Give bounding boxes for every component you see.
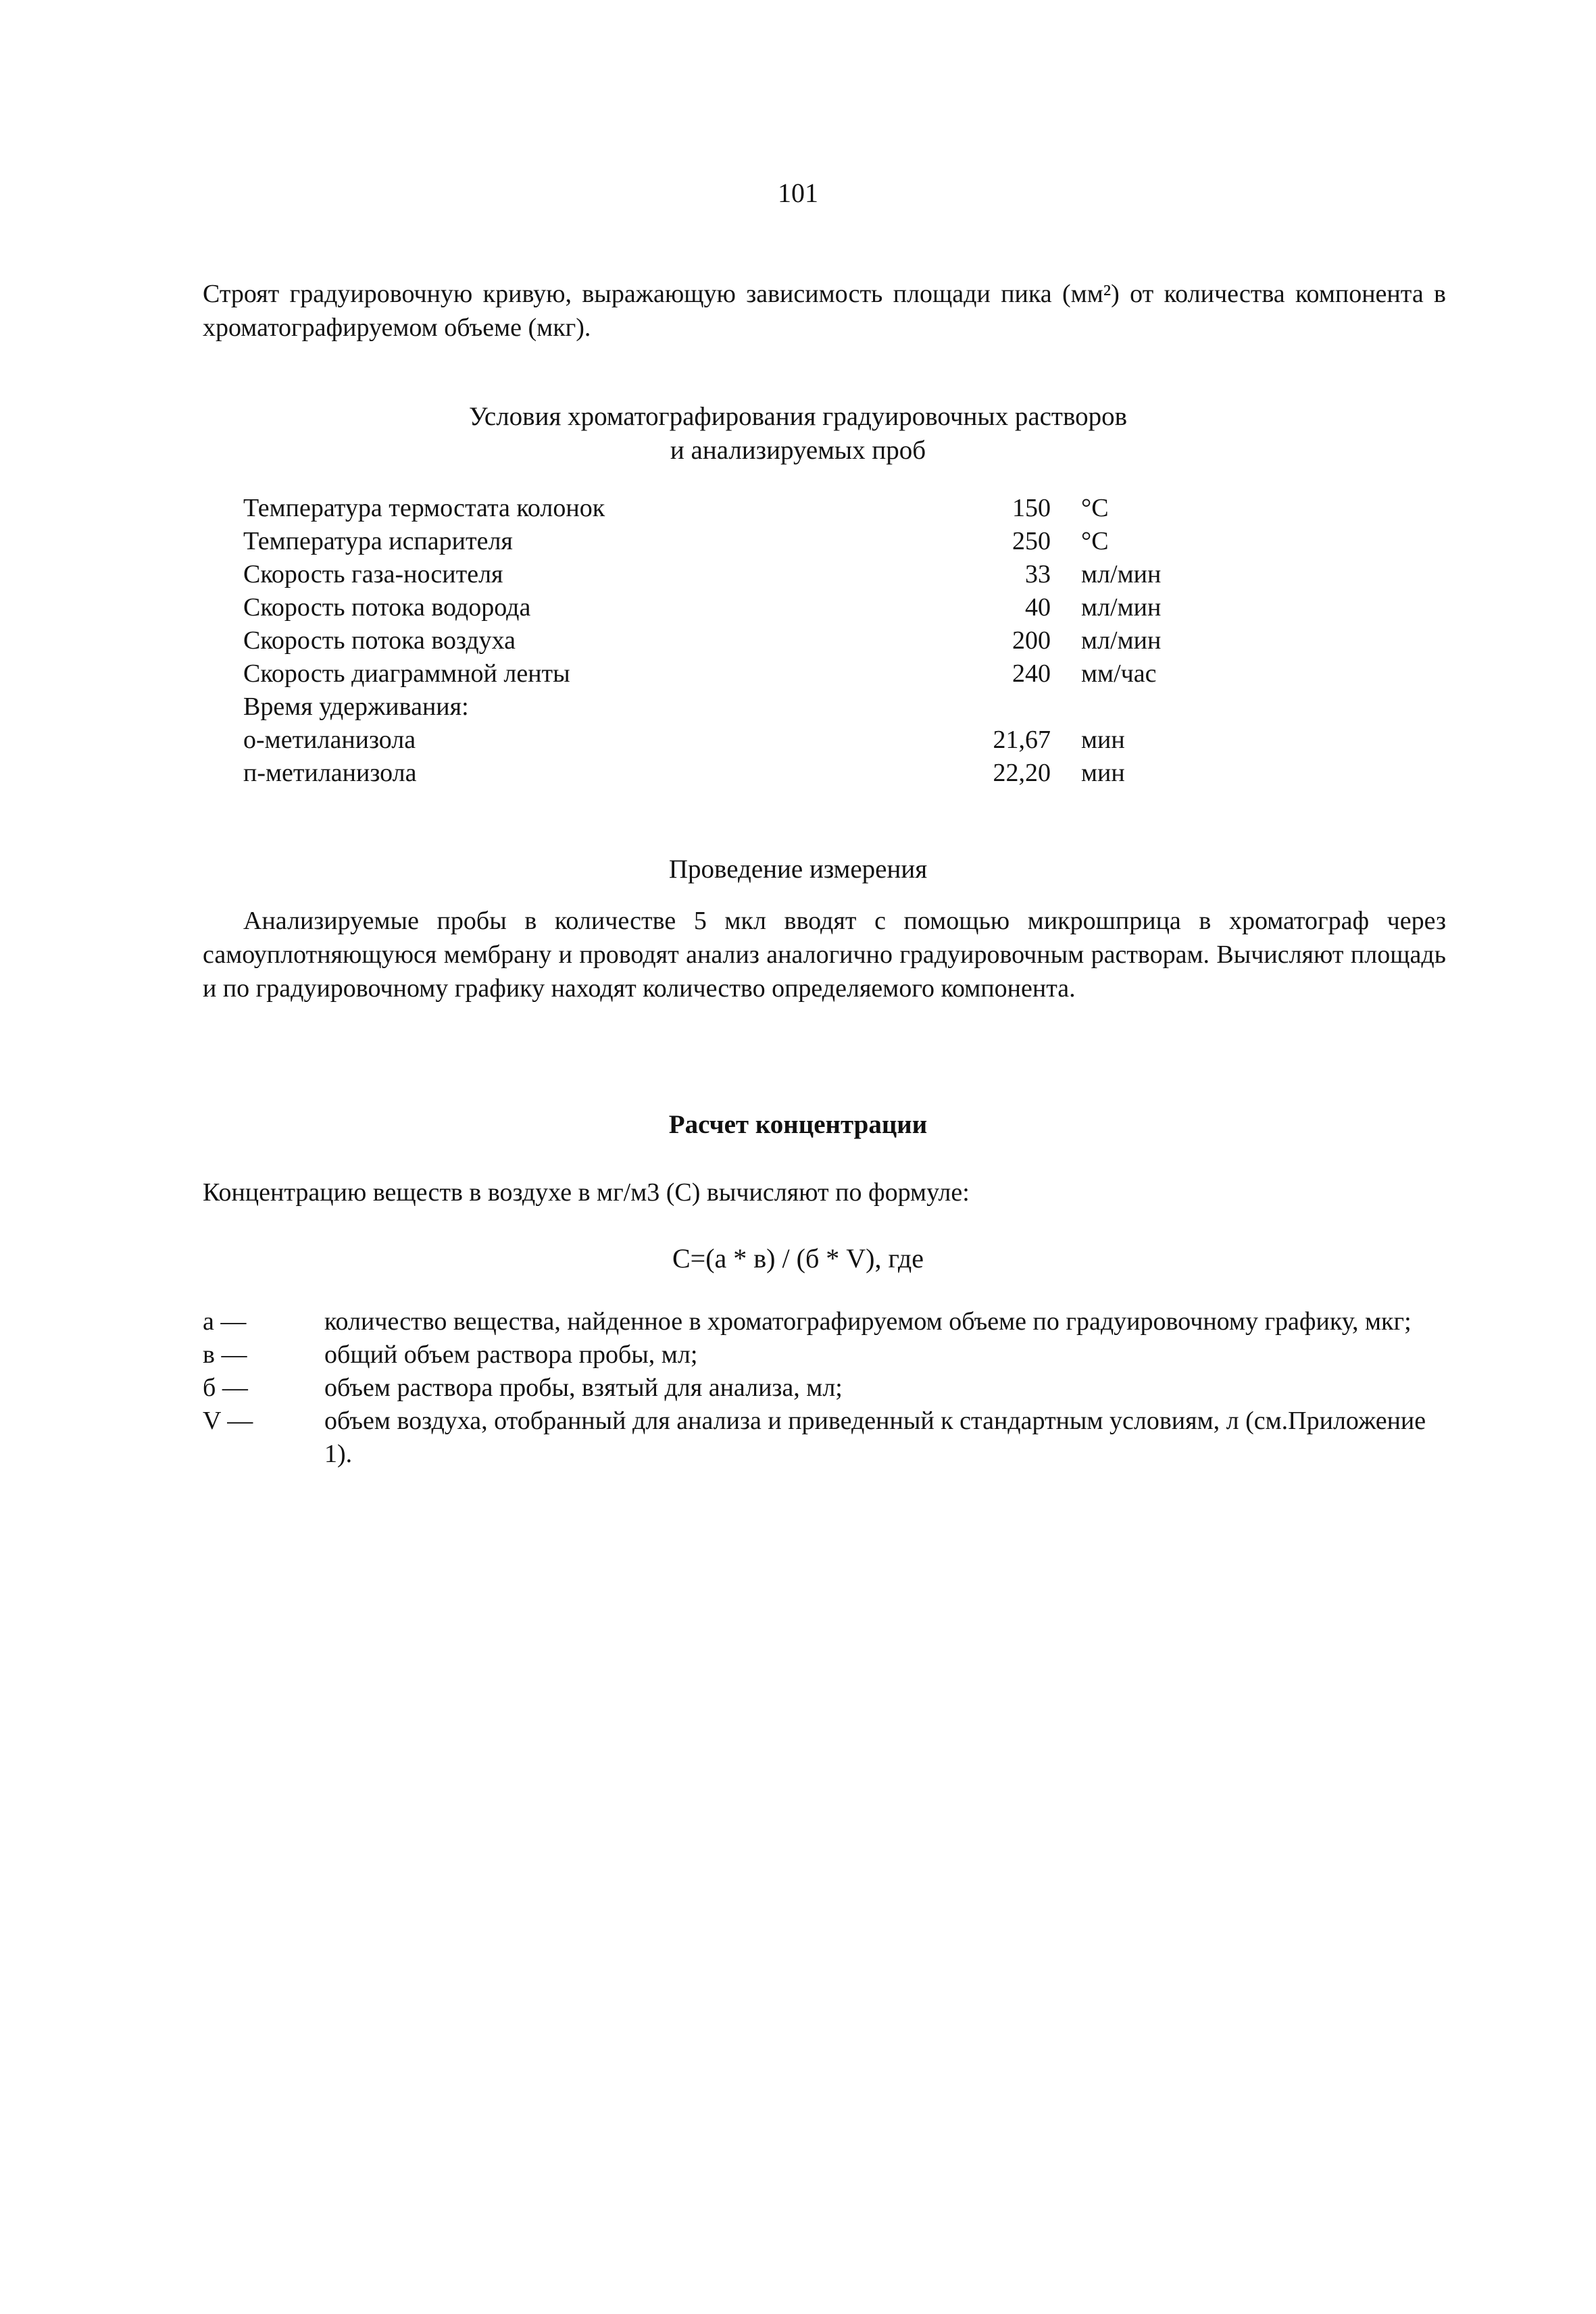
condition-value: 33 <box>1025 560 1051 588</box>
concentration-formula: С=(а * в) / (б * V), где <box>672 1243 924 1274</box>
condition-row <box>243 657 1203 690</box>
measurement-heading: Проведение измерения <box>668 855 928 884</box>
condition-unit: °С <box>1081 527 1109 555</box>
definition-text: общий объем раствора пробы, мл; <box>324 1340 698 1369</box>
condition-unit: °С <box>1081 494 1109 522</box>
definition-symbol: а — <box>203 1307 247 1336</box>
condition-value: 150 <box>1012 494 1051 522</box>
conditions-heading-line-1: Условия хроматографирования градуировочных растворов <box>468 402 1128 431</box>
condition-label: Скорость потока воздуха <box>243 626 516 655</box>
condition-unit: мм/час <box>1081 659 1157 688</box>
definition-item <box>203 1338 1446 1372</box>
condition-value: 22,20 <box>993 759 1051 787</box>
page-number: 101 <box>778 178 818 208</box>
definition-symbol: б — <box>203 1374 248 1402</box>
condition-unit: мин <box>1081 759 1125 787</box>
condition-value: 250 <box>1012 527 1051 555</box>
condition-value: 21,67 <box>993 726 1051 754</box>
intro-paragraph: Строят градуировочную кривую, выражающую зависимость площади пика (мм²) от количества компонента в хроматографируемом объеме (мкг). <box>203 280 1446 342</box>
definition-item <box>203 1405 1446 1471</box>
condition-label: Скорость диаграммной ленты <box>243 659 570 688</box>
condition-value: 40 <box>1025 593 1051 622</box>
condition-label: п-метиланизола <box>243 759 417 787</box>
condition-label: Температура термостата колонок <box>243 494 605 522</box>
definition-item <box>203 1372 1446 1405</box>
condition-row <box>243 624 1203 657</box>
definition-text: количество вещества, найденное в хроматографируемом объеме по градуировочному графику, мкг; <box>324 1307 1412 1336</box>
condition-row <box>243 690 1203 724</box>
variable-definitions <box>203 1305 1446 1471</box>
condition-label: Скорость газа-носителя <box>243 560 503 588</box>
definition-symbol: V — <box>203 1407 253 1435</box>
condition-label: Температура испарителя <box>243 527 513 555</box>
condition-row <box>243 591 1203 624</box>
conditions-heading <box>0 400 1596 468</box>
condition-unit: мл/мин <box>1081 593 1162 622</box>
calculation-heading: Расчет концентрации <box>668 1110 928 1139</box>
conditions-heading-line-2: и анализируемых проб <box>670 436 926 465</box>
definition-item <box>203 1305 1446 1338</box>
condition-row <box>243 525 1203 558</box>
condition-label: о-метиланизола <box>243 726 416 754</box>
measurement-text: Анализируемые пробы в количестве 5 мкл вводят с помощью микрошприца в хроматограф через самоуплотняющуюся мембрану и проводят анализ аналогично градуировочным растворам. Вычисляют площадь и по градуировочному графику находят количество определяемого компонента. <box>203 907 1446 1003</box>
condition-row <box>243 757 1203 790</box>
definition-text: объем раствора пробы, взятый для анализа, мл; <box>324 1374 843 1402</box>
condition-row <box>243 724 1203 757</box>
condition-value: 200 <box>1012 626 1051 655</box>
condition-unit: мл/мин <box>1081 626 1162 655</box>
condition-label: Время удерживания: <box>243 693 469 721</box>
definition-text: объем воздуха, отобранный для анализа и приведенный к стандартным условиям, л (см.Приложение 1). <box>324 1407 1426 1468</box>
condition-unit: мл/мин <box>1081 560 1162 588</box>
formula-intro: Концентрацию веществ в воздухе в мг/м3 (С) вычисляют по формуле: <box>203 1178 970 1207</box>
condition-row <box>243 558 1203 591</box>
condition-row <box>243 492 1203 525</box>
condition-value: 240 <box>1012 659 1051 688</box>
conditions-table <box>243 492 1203 790</box>
definition-symbol: в — <box>203 1340 247 1369</box>
condition-unit: мин <box>1081 726 1125 754</box>
measurement-paragraph <box>203 904 1446 1005</box>
condition-label: Скорость потока водорода <box>243 593 531 622</box>
